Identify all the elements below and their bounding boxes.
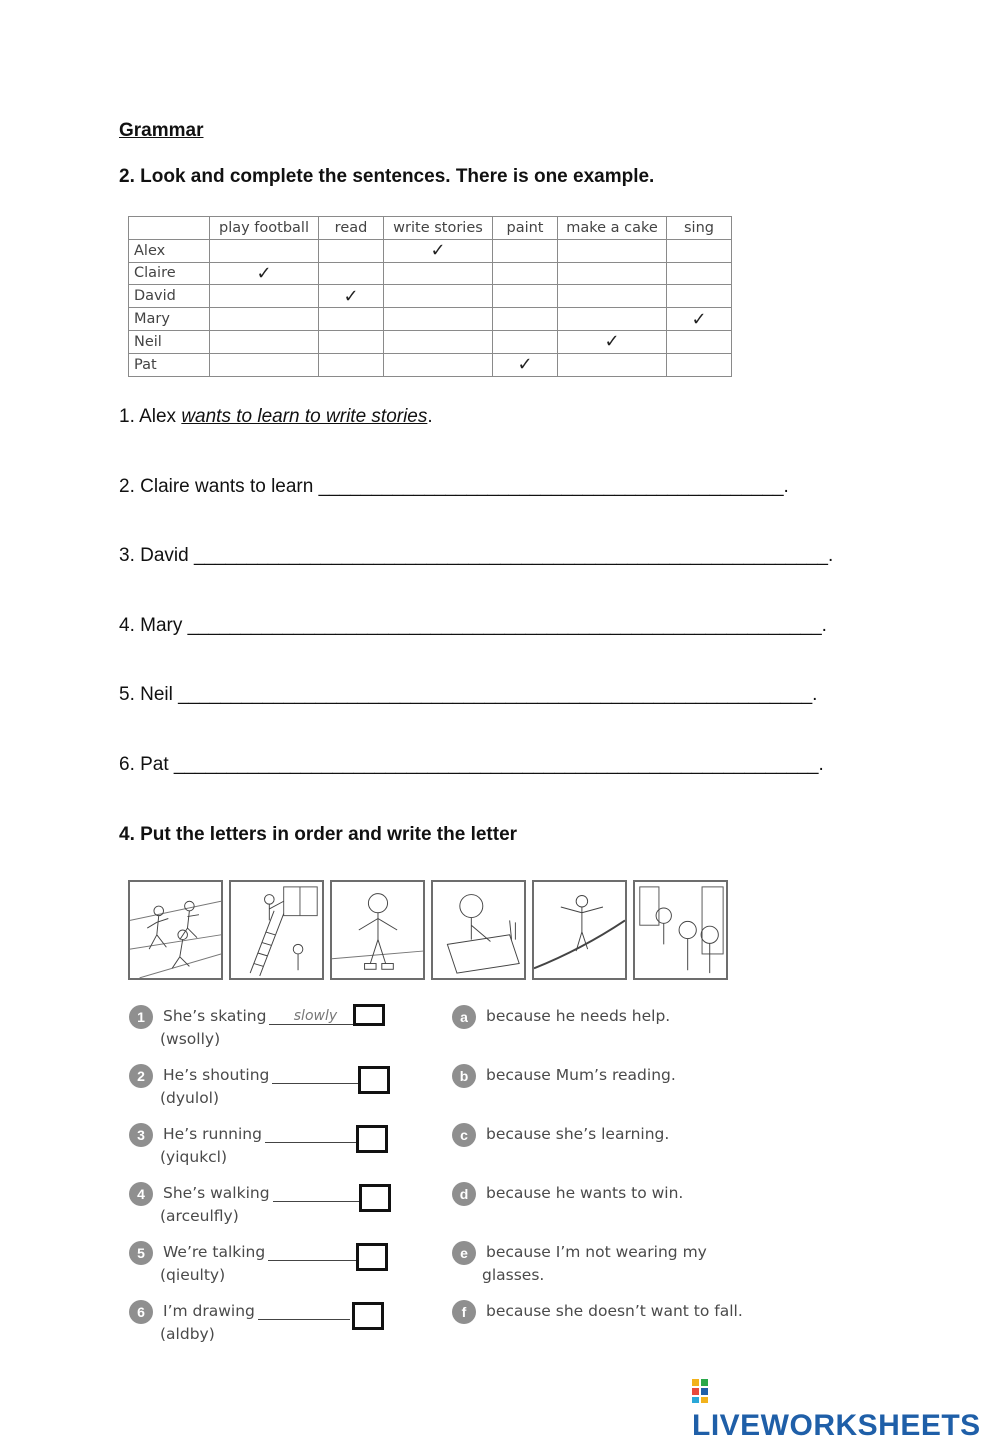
scrambled-hint: (yiqukcl) xyxy=(160,1148,228,1166)
row-name: Alex xyxy=(129,239,210,262)
sentence-suffix: . xyxy=(828,545,834,566)
sentence-prefix: 1. Alex xyxy=(119,406,182,427)
sentence-prefix: 4. Mary xyxy=(119,615,188,636)
scrambled-hint: (aldby) xyxy=(160,1325,215,1343)
sentence-1 xyxy=(119,406,433,428)
sentence-prefix: 3. David xyxy=(119,545,194,566)
table-cell xyxy=(493,330,558,353)
table-cell xyxy=(558,308,667,331)
adverb-input[interactable] xyxy=(265,1126,357,1143)
reason-letter-badge: e xyxy=(452,1241,476,1265)
item-number-badge: 6 xyxy=(129,1300,153,1324)
tick-icon: ✓ xyxy=(343,285,359,307)
item-text: I’m drawing xyxy=(163,1302,255,1320)
table-row xyxy=(129,330,732,353)
logo-blocks-icon xyxy=(692,1379,718,1403)
tick-icon: ✓ xyxy=(691,308,707,330)
example-answer: wants to learn to write stories xyxy=(181,406,428,427)
reason-text: because I’m not wearing my xyxy=(486,1243,707,1261)
row-name: Neil xyxy=(129,330,210,353)
sentence-prefix: 6. Pat xyxy=(119,754,174,775)
table-cell xyxy=(384,239,493,262)
reason-text: because she’s learning. xyxy=(486,1125,670,1143)
column-header: make a cake xyxy=(558,217,667,240)
item-number-badge: 2 xyxy=(129,1064,153,1088)
table-cell xyxy=(667,308,732,331)
girls-whispering-picture xyxy=(633,880,728,980)
table-cell xyxy=(210,239,319,262)
table-cell xyxy=(493,285,558,308)
table-cell xyxy=(493,308,558,331)
row-name: David xyxy=(129,285,210,308)
tick-icon: ✓ xyxy=(256,262,272,284)
column-header: paint xyxy=(493,217,558,240)
boy-drawing-picture xyxy=(431,880,526,980)
item-text: She’s skating xyxy=(163,1007,267,1025)
answer-line[interactable]: ____________________________________________________________ xyxy=(193,545,828,566)
column-header: play football xyxy=(210,217,319,240)
sentence-4[interactable] xyxy=(119,615,827,637)
item-number-badge: 4 xyxy=(129,1182,153,1206)
item-text: We’re talking xyxy=(163,1243,266,1261)
sentence-2[interactable] xyxy=(119,476,789,498)
sentence-suffix: . xyxy=(821,615,827,636)
sentence-suffix: . xyxy=(812,684,818,705)
reason-text: because he wants to win. xyxy=(486,1184,684,1202)
table-cell xyxy=(493,353,558,376)
item-number-badge: 5 xyxy=(129,1241,153,1265)
row-name: Pat xyxy=(129,353,210,376)
column-header: write stories xyxy=(384,217,493,240)
sentence-3[interactable] xyxy=(119,545,833,567)
letter-answer-box[interactable] xyxy=(356,1125,388,1153)
running-race-picture xyxy=(128,880,223,980)
table-cell xyxy=(319,308,384,331)
adverb-input[interactable] xyxy=(272,1067,364,1084)
sentence-prefix: 5. Neil xyxy=(119,684,179,705)
tick-icon: ✓ xyxy=(517,354,533,376)
table-cell xyxy=(384,285,493,308)
adverb-input[interactable]: slowly xyxy=(269,1008,361,1025)
table-row xyxy=(129,353,732,376)
letter-answer-box[interactable] xyxy=(352,1302,384,1330)
table-cell xyxy=(210,285,319,308)
answer-line[interactable]: ____________________________________________ xyxy=(318,476,784,497)
table-cell xyxy=(558,262,667,285)
table-cell xyxy=(319,262,384,285)
item-sentence xyxy=(163,1007,361,1025)
table-cell xyxy=(493,262,558,285)
scrambled-hint: (arceulfly) xyxy=(160,1207,239,1225)
letter-answer-box[interactable] xyxy=(358,1066,390,1094)
table-cell xyxy=(667,239,732,262)
reason-letter-badge: a xyxy=(452,1005,476,1029)
item-sentence xyxy=(163,1184,365,1202)
table-row xyxy=(129,308,732,331)
table-cell xyxy=(493,239,558,262)
letter-answer-box[interactable] xyxy=(356,1243,388,1271)
sentence-suffix: . xyxy=(818,754,824,775)
sentence-prefix: 2. Claire wants to learn xyxy=(119,476,319,497)
table-cell xyxy=(384,308,493,331)
brand-name: LIVEWORKSHEETS xyxy=(692,1409,981,1442)
table-cell xyxy=(667,262,732,285)
table-row xyxy=(129,239,732,262)
table-cell xyxy=(210,330,319,353)
table-cell xyxy=(558,330,667,353)
row-name: Claire xyxy=(129,262,210,285)
answer-line[interactable]: ____________________________________________________________ xyxy=(178,684,813,705)
adverb-input[interactable] xyxy=(258,1303,350,1320)
item-text: He’s shouting xyxy=(163,1066,270,1084)
reason-text: because Mum’s reading. xyxy=(486,1066,676,1084)
answer-line[interactable]: _____________________________________________________________ xyxy=(173,754,819,775)
table-cell xyxy=(210,262,319,285)
sentence-5[interactable] xyxy=(119,684,817,706)
reason-text-continued: glasses. xyxy=(482,1266,545,1284)
table-cell xyxy=(558,239,667,262)
item-text: She’s walking xyxy=(163,1184,270,1202)
table-cell xyxy=(210,308,319,331)
tick-icon: ✓ xyxy=(430,240,446,262)
answer-line[interactable]: ____________________________________________________________ xyxy=(187,615,822,636)
reason-letter-badge: f xyxy=(452,1300,476,1324)
sentence-suffix: . xyxy=(427,406,433,427)
item-sentence xyxy=(163,1243,360,1261)
adverb-input[interactable] xyxy=(268,1244,360,1261)
table-cell xyxy=(558,353,667,376)
tick-icon: ✓ xyxy=(604,331,620,353)
column-header: sing xyxy=(667,217,732,240)
scrambled-hint: (wsolly) xyxy=(160,1030,221,1048)
task2-title: 2. Look and complete the sentences. There is one example. xyxy=(119,166,655,187)
activity-table xyxy=(128,216,732,377)
table-cell xyxy=(319,285,384,308)
table-cell xyxy=(319,239,384,262)
column-header: read xyxy=(319,217,384,240)
item-text: He’s running xyxy=(163,1125,262,1143)
item-sentence xyxy=(163,1125,357,1143)
section-title: Grammar xyxy=(119,120,204,141)
letter-answer-box[interactable] xyxy=(353,1004,385,1026)
table-cell xyxy=(384,330,493,353)
sentence-suffix: . xyxy=(783,476,789,497)
item-number-badge: 1 xyxy=(129,1005,153,1029)
liveworksheets-logo xyxy=(692,1375,1000,1443)
item-sentence xyxy=(163,1066,364,1084)
table-cell xyxy=(319,353,384,376)
table-cell xyxy=(667,353,732,376)
reason-letter-badge: c xyxy=(452,1123,476,1147)
column-header xyxy=(129,217,210,240)
table-cell xyxy=(319,330,384,353)
table-row xyxy=(129,285,732,308)
girl-skating-picture xyxy=(330,880,425,980)
window-ladder-picture xyxy=(229,880,324,980)
girl-balancing-picture xyxy=(532,880,627,980)
scrambled-hint: (dyulol) xyxy=(160,1089,220,1107)
letter-answer-box[interactable] xyxy=(359,1184,391,1212)
table-cell xyxy=(667,330,732,353)
reason-text: because she doesn’t want to fall. xyxy=(486,1302,743,1320)
reason-letter-badge: d xyxy=(452,1182,476,1206)
sentence-6[interactable] xyxy=(119,754,824,776)
table-row xyxy=(129,262,732,285)
table-cell xyxy=(384,262,493,285)
task4-title: 4. Put the letters in order and write the letter xyxy=(119,824,518,845)
adverb-input[interactable] xyxy=(273,1185,365,1202)
table-cell xyxy=(384,353,493,376)
table-cell xyxy=(667,285,732,308)
reason-text: because he needs help. xyxy=(486,1007,671,1025)
scrambled-hint: (qieulty) xyxy=(160,1266,226,1284)
table-cell xyxy=(558,285,667,308)
row-name: Mary xyxy=(129,308,210,331)
table-cell xyxy=(210,353,319,376)
item-number-badge: 3 xyxy=(129,1123,153,1147)
reason-letter-badge: b xyxy=(452,1064,476,1088)
item-sentence xyxy=(163,1302,350,1320)
